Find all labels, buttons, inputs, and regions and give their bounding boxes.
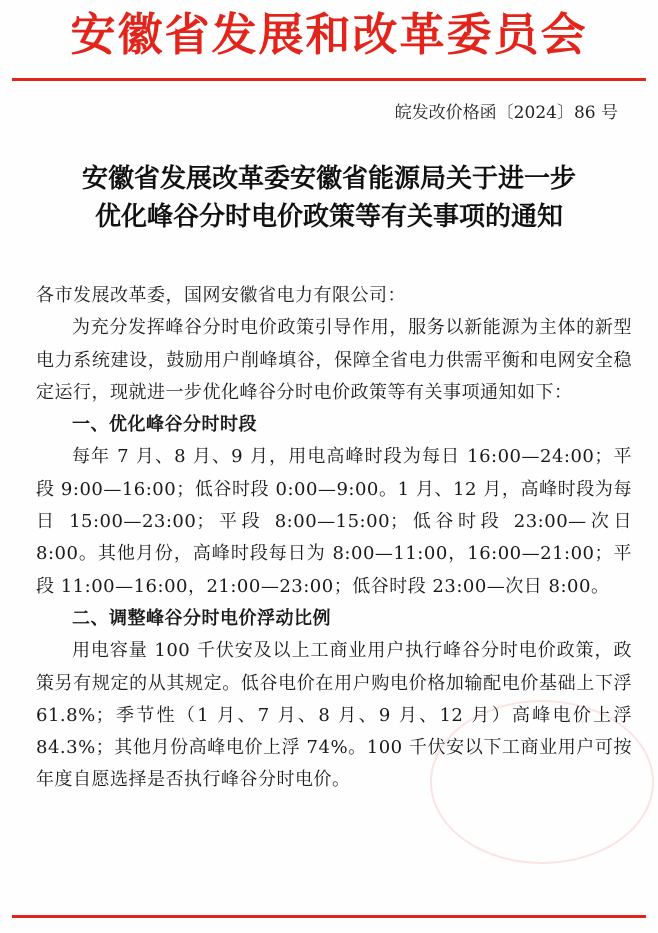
section-heading: 二、调整峰谷分时电价浮动比例 — [72, 607, 331, 629]
document-number: 皖发改价格函〔2024〕86 号 — [394, 103, 618, 123]
section-body: 用电容量 100 千伏安及以上工商业用户执行峰谷分时电价政策，政策另有规定的从其规定。低谷电价在用户购电价格加输配电价基础上下浮 61.8%；季节性（1 月、7 月、8 月、9 月、12 月）高峰电价上浮 84.3%；其他月份高峰电价上浮 74%。100 千伏安以下工商业用户可按年度自愿选择是否执行峰谷分时电价。 — [36, 640, 632, 791]
document-title — [0, 160, 658, 236]
header-divider — [12, 78, 646, 81]
intro-paragraph: 为充分发挥峰谷分时电价政策引导作用，服务以新能源为主体的新型电力系统建设，鼓励用户削峰填谷，保障全省电力供需平衡和电网安全稳定运行，现就进一步优化峰谷分时电价政策等有关事项通知如下： — [36, 317, 632, 403]
organization-header: 安徽省发展和改革委员会 — [70, 8, 588, 61]
document-title-line-2: 优化峰谷分时电价政策等有关事项的通知 — [94, 202, 563, 232]
salutation: 各市发展改革委，国网安徽省电力有限公司： — [36, 285, 406, 306]
document-body — [36, 280, 632, 797]
document-title-line-1: 安徽省发展改革委安徽省能源局关于进一步 — [81, 164, 576, 194]
section-heading: 一、优化峰谷分时时段 — [72, 414, 257, 436]
footer-divider — [12, 915, 646, 918]
section-body: 每年 7 月、8 月、9 月，用电高峰时段为每日 16:00—24:00；平段 9:00—16:00；低谷时段 0:00—9:00。1 月、12 月，高峰时段为每日 15:00—23:00；平段 8:00—15:00；低谷时段 23:00—次日 8:00。其他月份，高峰时段每日为 8:00—11:00，16:00—21:00；平段 11:00—16:00，21:00—23:00；低谷时段 23:00—次日 8:00。 — [36, 446, 632, 597]
